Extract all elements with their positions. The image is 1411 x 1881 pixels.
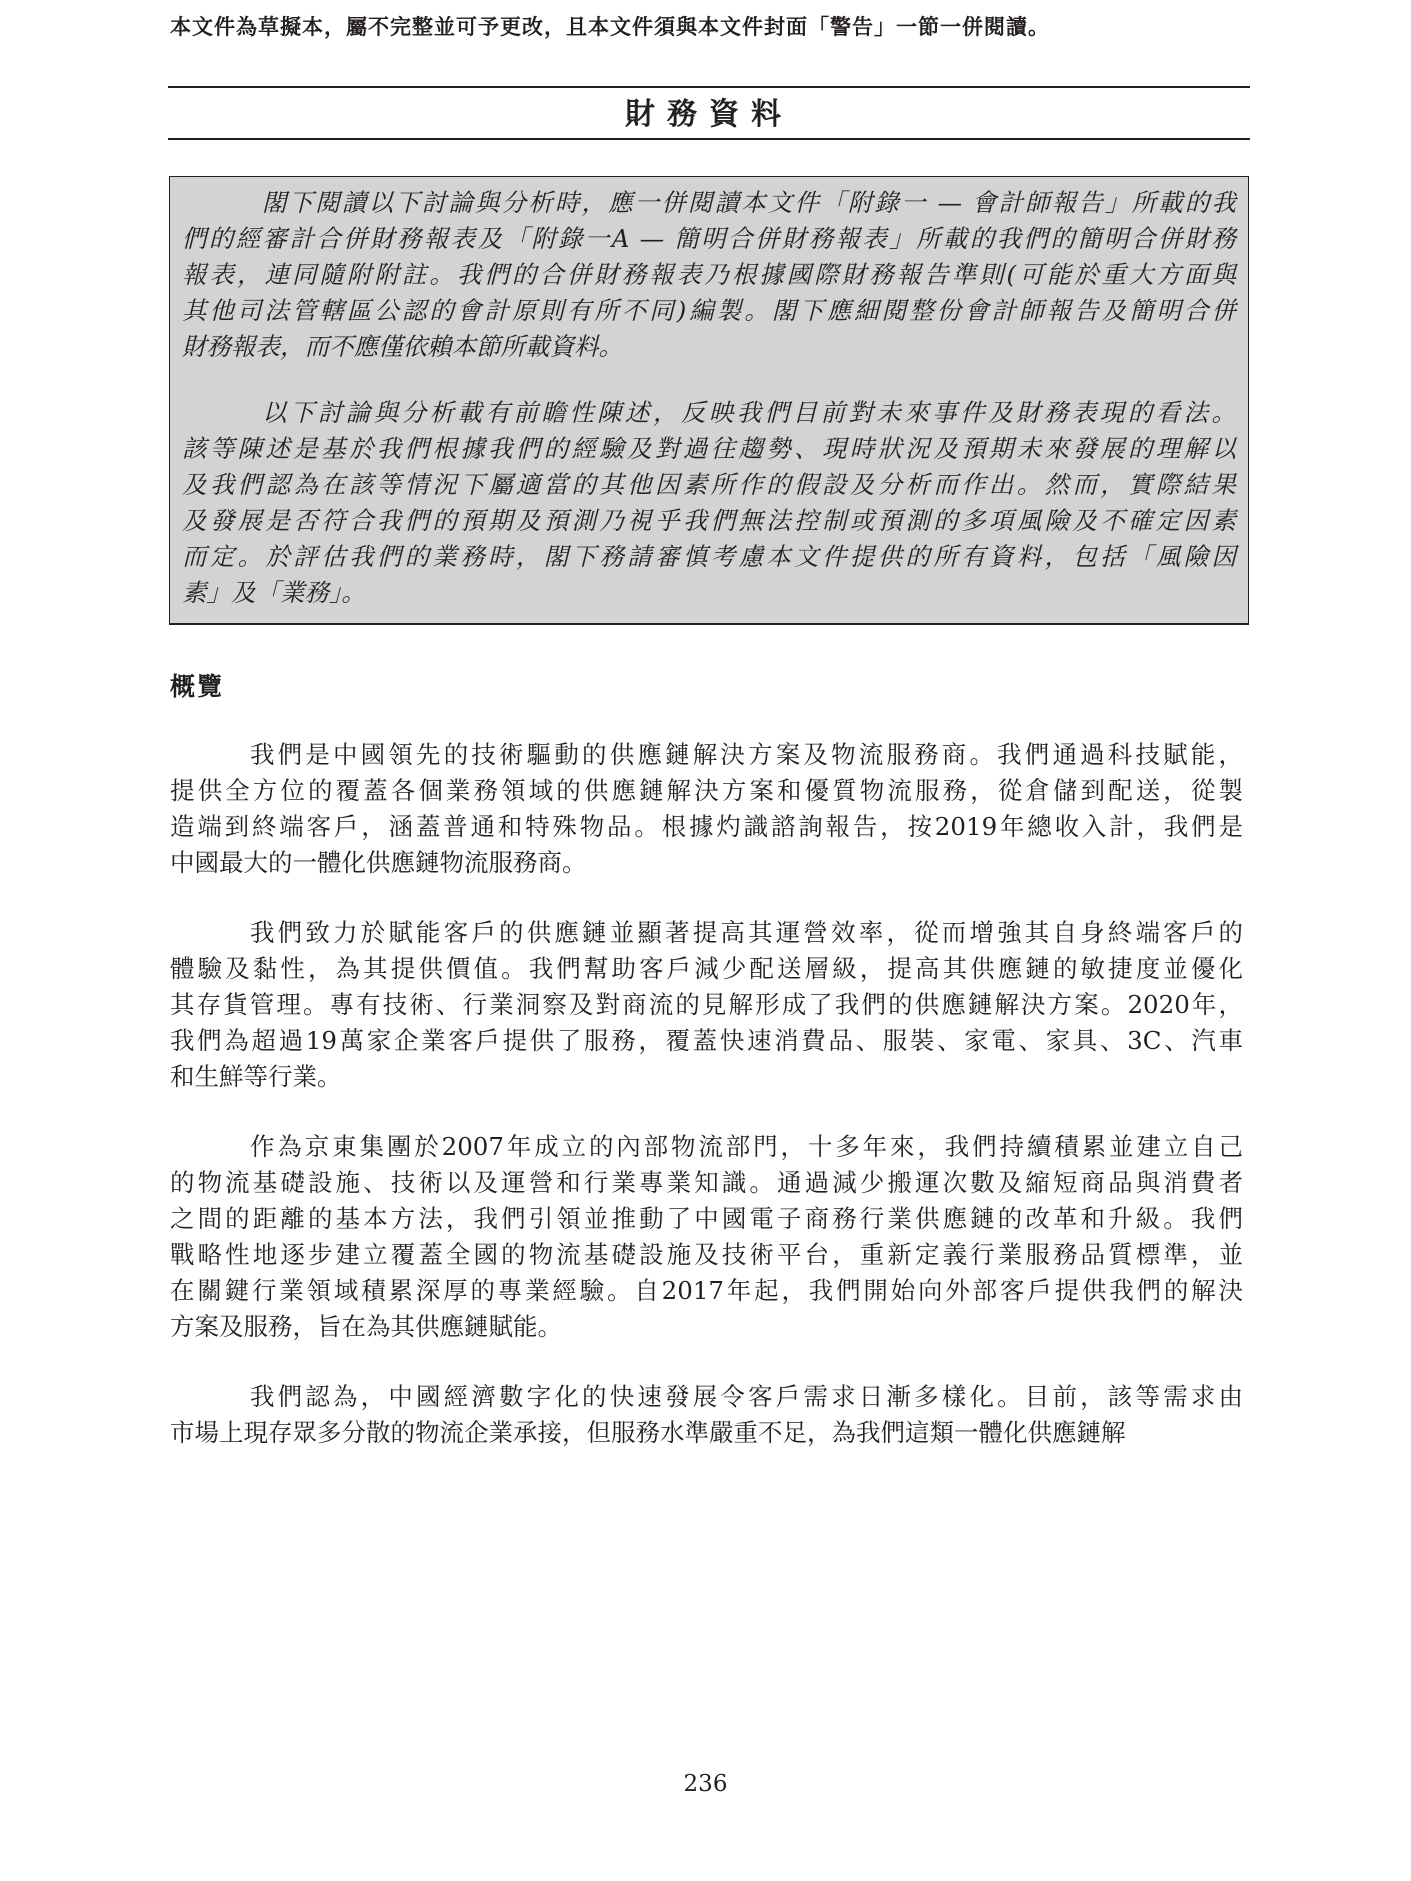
paragraph [170, 1129, 1243, 1345]
draft-disclaimer: 本文件為草擬本，屬不完整並可予更改，且本文件須與本文件封面「警告」一節一併閱讀。 [170, 14, 1050, 39]
page-title: 財務資料 [625, 97, 793, 132]
paragraph-line: 戰略性地逐步建立覆蓋全國的物流基礎設施及技術平台，重新定義行業服務品質標準，並 [170, 1240, 1243, 1269]
body-text [170, 737, 1243, 1451]
paragraph-line: 該等陳述是基於我們根據我們的經驗及對過往趨勢、現時狀況及預期未來發展的理解以 [182, 434, 1236, 463]
section-heading: 概覽 [170, 672, 225, 701]
paragraph-line: 作為京東集團於2007年成立的內部物流部門，十多年來，我們持續積累並建立自己 [250, 1132, 1243, 1161]
paragraph [170, 915, 1243, 1095]
paragraph-line: 而定。於評估我們的業務時，閣下務請審慎考慮本文件提供的所有資料，包括「風險因 [182, 542, 1236, 571]
paragraph-line: 及我們認為在該等情況下屬適當的其他因素所作的假設及分析而作出。然而，實際結果 [182, 470, 1236, 499]
paragraph [182, 395, 1236, 611]
paragraph-line: 體驗及黏性，為其提供價值。我們幫助客戶減少配送層級，提高其供應鏈的敏捷度並優化 [170, 954, 1243, 983]
paragraph-line: 中國最大的一體化供應鏈物流服務商。 [170, 848, 587, 877]
paragraph [170, 1379, 1243, 1451]
paragraph-line: 造端到終端客戶，涵蓋普通和特殊物品。根據灼識諮詢報告，按2019年總收入計，我們是 [170, 812, 1243, 841]
paragraph-line: 報表，連同隨附附註。我們的合併財務報表乃根據國際財務報告準則(可能於重大方面與 [182, 260, 1236, 289]
paragraph-line: 之間的距離的基本方法，我們引領並推動了中國電子商務行業供應鏈的改革和升級。我們 [170, 1204, 1243, 1233]
notice-box [169, 176, 1249, 625]
paragraph [182, 185, 1236, 365]
paragraph-line: 市場上現存眾多分散的物流企業承接，但服務水準嚴重不足，為我們這類一體化供應鏈解 [170, 1418, 1126, 1447]
paragraph-line: 及發展是否符合我們的預期及預測乃視乎我們無法控制或預測的多項風險及不確定因素 [182, 506, 1236, 535]
paragraph-line: 閣下閱讀以下討論與分析時，應一併閱讀本文件「附錄一 — 會計師報告」所載的我 [262, 188, 1236, 217]
paragraph [170, 737, 1243, 881]
paragraph-line: 以下討論與分析載有前瞻性陳述，反映我們目前對未來事件及財務表現的看法。 [262, 398, 1236, 427]
content-flow [169, 176, 1249, 1451]
paragraph-line: 我們為超過19萬家企業客戶提供了服務，覆蓋快速消費品、服裝、家電、家具、3C、汽車 [170, 1026, 1243, 1055]
paragraph-line: 我們認為，中國經濟數字化的快速發展令客戶需求日漸多樣化。目前，該等需求由 [250, 1382, 1243, 1411]
paragraph-line: 在關鍵行業領域積累深厚的專業經驗。自2017年起，我們開始向外部客戶提供我們的解決 [170, 1276, 1243, 1305]
paragraph-line: 我們是中國領先的技術驅動的供應鏈解決方案及物流服務商。我們通過科技賦能， [250, 740, 1243, 769]
title-rule-top [168, 86, 1250, 88]
paragraph-line: 們的經審計合併財務報表及「附錄一A — 簡明合併財務報表」所載的我們的簡明合併財務 [182, 224, 1236, 253]
paragraph-line: 其存貨管理。專有技術、行業洞察及對商流的見解形成了我們的供應鏈解決方案。2020年， [170, 990, 1243, 1019]
paragraph-line: 財務報表，而不應僅依賴本節所載資料。 [182, 332, 623, 361]
paragraph-line: 其他司法管轄區公認的會計原則有所不同)編製。閣下應細閱整份會計師報告及簡明合併 [182, 296, 1236, 325]
paragraph-line: 提供全方位的覆蓋各個業務領域的供應鏈解決方案和優質物流服務，從倉儲到配送，從製 [170, 776, 1243, 805]
paragraph-line: 的物流基礎設施、技術以及運營和行業專業知識。通過減少搬運次數及縮短商品與消費者 [170, 1168, 1243, 1197]
paragraph-line: 方案及服務，旨在為其供應鏈賦能。 [170, 1312, 562, 1341]
page-number: 236 [683, 1771, 728, 1797]
paragraph-line: 素」及「業務」。 [182, 578, 366, 607]
title-rule-bottom [168, 138, 1250, 140]
paragraph-line: 和生鮮等行業。 [170, 1062, 342, 1091]
paragraph-line: 我們致力於賦能客戶的供應鏈並顯著提高其運營效率，從而增強其自身終端客戶的 [250, 918, 1243, 947]
